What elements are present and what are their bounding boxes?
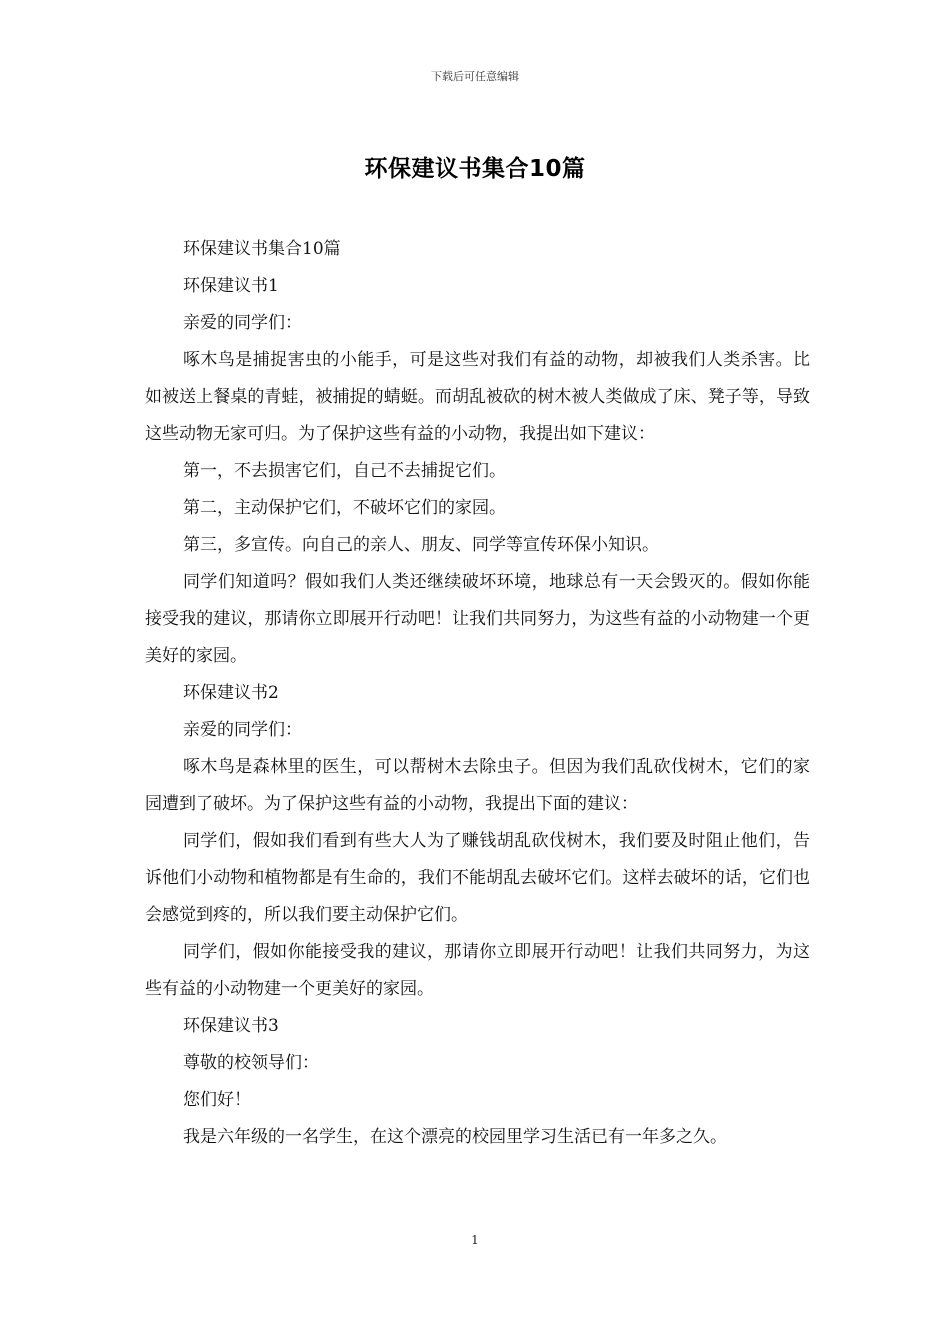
document-body	[145, 231, 810, 1156]
paragraph: 啄木鸟是捕捉害虫的小能手，可是这些对我们有益的动物，却被我们人类杀害。比如被送上餐桌的青蛙，被捕捉的蜻蜓。而胡乱被砍的树木被人类做成了床、凳子等，导致这些动物无家可归。为了保护这些有益的小动物，我提出如下建议：	[145, 350, 810, 444]
paragraph: 第二，主动保护它们，不破坏它们的家园。	[183, 498, 506, 518]
document-title: 环保建议书集合10篇	[364, 156, 586, 182]
paragraph: 亲爱的同学们：	[183, 720, 302, 740]
paragraph: 尊敬的校领导们：	[183, 1053, 319, 1073]
paragraph: 同学们知道吗？假如我们人类还继续破坏环境，地球总有一天会毁灭的。假如你能接受我的建议，那请你立即展开行动吧！让我们共同努力，为这些有益的小动物建一个更美好的家园。	[145, 572, 810, 666]
paragraph: 您们好！	[183, 1090, 251, 1110]
paragraph: 环保建议书1	[183, 276, 279, 296]
paragraph: 我是六年级的一名学生，在这个漂亮的校园里学习生活已有一年多之久。	[183, 1127, 727, 1147]
paragraph: 环保建议书3	[183, 1016, 279, 1036]
paragraph: 啄木鸟是森林里的医生，可以帮树木去除虫子。但因为我们乱砍伐树木，它们的家园遭到了破坏。为了保护这些有益的小动物，我提出下面的建议：	[145, 757, 810, 814]
paragraph: 第一，不去损害它们，自己不去捕捉它们。	[183, 461, 506, 481]
paragraph: 同学们，假如你能接受我的建议，那请你立即展开行动吧！让我们共同努力，为这些有益的小动物建一个更美好的家园。	[145, 942, 810, 999]
paragraph: 第三，多宣传。向自己的亲人、朋友、同学等宣传环保小知识。	[183, 535, 659, 555]
header-note: 下载后可任意编辑	[431, 70, 519, 83]
page-number: 1	[471, 1233, 479, 1247]
paragraph: 环保建议书集合10篇	[183, 239, 341, 259]
paragraph: 亲爱的同学们：	[183, 313, 302, 333]
paragraph: 环保建议书2	[183, 683, 279, 703]
paragraph: 同学们，假如我们看到有些大人为了赚钱胡乱砍伐树木，我们要及时阻止他们，告诉他们小动物和植物都是有生命的，我们不能胡乱去破坏它们。这样去破坏的话，它们也会感觉到疼的，所以我们要主动保护它们。	[145, 831, 810, 925]
